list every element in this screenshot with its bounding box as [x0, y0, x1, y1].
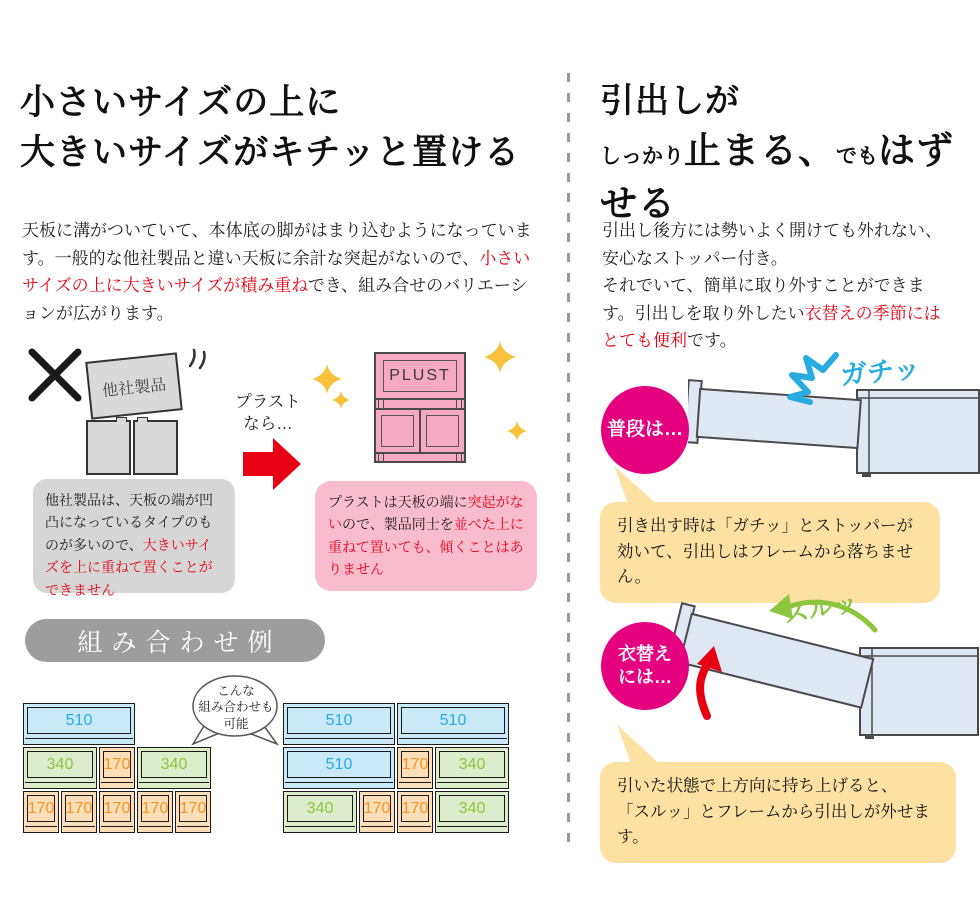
left-body-part1: 天板に溝がついていて、本体底の脚がはまり込むようになっています。一般的な他社製品と違い天板に余計な突起がないので、	[22, 221, 532, 268]
left-title-line1: 小さいサイズの上に	[20, 83, 342, 122]
stopper-note-line2: 効いて、引出しはフレームから落ちません。	[617, 542, 914, 587]
combo-box-170: 170	[397, 791, 433, 833]
gachi-sfx-text	[838, 347, 921, 393]
plust-lead-text	[228, 391, 308, 436]
plust-lip	[376, 454, 464, 461]
left-body-part2: でき、組み合せのバリエーションが広がります。	[22, 276, 528, 323]
box-tab	[116, 417, 127, 422]
combo-box-340: 340	[23, 747, 97, 789]
combo-box-510: 510	[23, 703, 135, 745]
sparkle-icon	[312, 364, 342, 394]
other-product-note	[33, 479, 235, 598]
pink-note-highlight: 突起がない	[328, 494, 524, 533]
combo-box-170: 170	[359, 791, 395, 833]
right-page-title	[600, 78, 980, 231]
other-product-base-left	[86, 420, 131, 475]
combo-box-340: 340	[435, 791, 509, 833]
plust-lead-label: プラストなら…	[235, 393, 301, 434]
combo-example-label: 組み合わせ例	[77, 628, 282, 657]
left-body-highlight: 小さいサイズの上に大きいサイズが積み重ね	[22, 248, 531, 296]
pink-note-highlight: 並べた上に重ねて置いても、傾くことはありません	[328, 516, 524, 578]
pink-note-text: プラストは天板の端に	[328, 494, 468, 510]
right-title-line1: 引出しが	[600, 83, 740, 120]
combo-box-170: 170	[61, 791, 97, 833]
right-body-paragraph	[602, 217, 954, 355]
suru-label: スルッ	[781, 588, 861, 630]
right-body-line1: 引出し後方には勢いよく開けても外れない、安心なストッパー付き。	[602, 221, 942, 268]
bubble-line: 可能	[223, 716, 249, 731]
impact-burst-icon	[790, 355, 836, 402]
plust-top-box	[376, 354, 464, 400]
bubble-line: 組み合わせも	[198, 700, 274, 715]
column-divider	[567, 73, 570, 849]
combo-box-340: 340	[137, 747, 211, 789]
combo-box-170: 170	[99, 791, 135, 833]
pink-note-text: ので、製品同士を	[342, 516, 454, 533]
seasonal-badge-label: 衣替え には…	[618, 643, 672, 687]
sparkle-icon	[484, 341, 516, 373]
combo-diagram-2	[283, 703, 509, 835]
right-body-highlight: 衣替えの季節にはとても便利	[602, 303, 941, 351]
combo-box-510: 510	[283, 747, 395, 789]
plust-product-illustration	[374, 352, 466, 463]
plust-cell	[421, 410, 464, 452]
other-product-tilted-box	[85, 352, 183, 419]
combo-box-510: 510	[397, 703, 509, 745]
sparkle-icon	[332, 391, 350, 409]
callout-tail	[610, 725, 662, 766]
box-tab	[137, 417, 148, 422]
drawer-stopped-illustration	[688, 345, 980, 480]
combo-box-340: 340	[283, 791, 357, 833]
combo-box-170: 170	[99, 747, 135, 789]
plust-bottom-boxes	[376, 410, 464, 454]
bubble-line: こんな	[217, 684, 255, 698]
right-body-line2: それでいて、簡単に取り外すことができます。引出しを取り外したい	[602, 276, 925, 323]
usually-badge	[601, 386, 689, 474]
combo-box-170: 170	[23, 791, 59, 833]
right-title-big2: はずせる	[600, 131, 954, 225]
other-product-base-right	[133, 420, 178, 475]
plust-lip	[376, 400, 464, 410]
remove-note	[600, 762, 956, 863]
sparkle-icon	[507, 421, 527, 441]
combo-diagram-1	[23, 703, 211, 835]
left-title-line2: 大きいサイズがキチッと置ける	[20, 132, 521, 172]
combo-box-170: 170	[397, 747, 433, 789]
seasonal-badge	[601, 622, 689, 710]
right-title-small1: しっかり	[600, 144, 684, 169]
x-icon	[26, 346, 84, 404]
plust-logo: PLUST	[383, 360, 457, 392]
wobble-quote-icon	[186, 348, 212, 374]
remove-note-line2: 「スルッ」とフレームから引出しが外せます。	[617, 802, 930, 847]
combo-box-340: 340	[435, 747, 509, 789]
right-title-small2: でも	[836, 144, 878, 169]
gray-note-highlight: 大きいサイズを上に重ねて置くことができません	[45, 536, 213, 598]
combo-box-170: 170	[137, 791, 173, 833]
combo-box-170: 170	[175, 791, 211, 833]
remove-note-line1: 引いた状態で上方向に持ち上げると、	[617, 777, 898, 795]
gray-note-text: 他社製品は、天板の端が凹凸になっているタイプのものが多いので、	[45, 492, 213, 553]
plust-note	[315, 481, 537, 591]
plust-cell	[376, 410, 421, 452]
stopper-note-line1: 引き出す時は「ガチッ」とストッパーが	[617, 517, 914, 535]
left-body-paragraph	[22, 217, 538, 327]
right-body-end: です。	[687, 331, 737, 351]
combo-box-510: 510	[283, 703, 395, 745]
lift-up-arrow-icon	[700, 662, 709, 716]
left-page-title	[20, 78, 520, 177]
combo-example-banner	[25, 619, 325, 662]
gachi-label: ガチッ	[839, 353, 922, 391]
other-product-label: 他社製品	[101, 376, 167, 400]
right-title-big1: 止まる、	[684, 131, 836, 173]
arrow-right-icon	[243, 437, 303, 491]
bubble-text	[192, 683, 280, 732]
usually-badge-label: 普段は…	[606, 418, 683, 440]
